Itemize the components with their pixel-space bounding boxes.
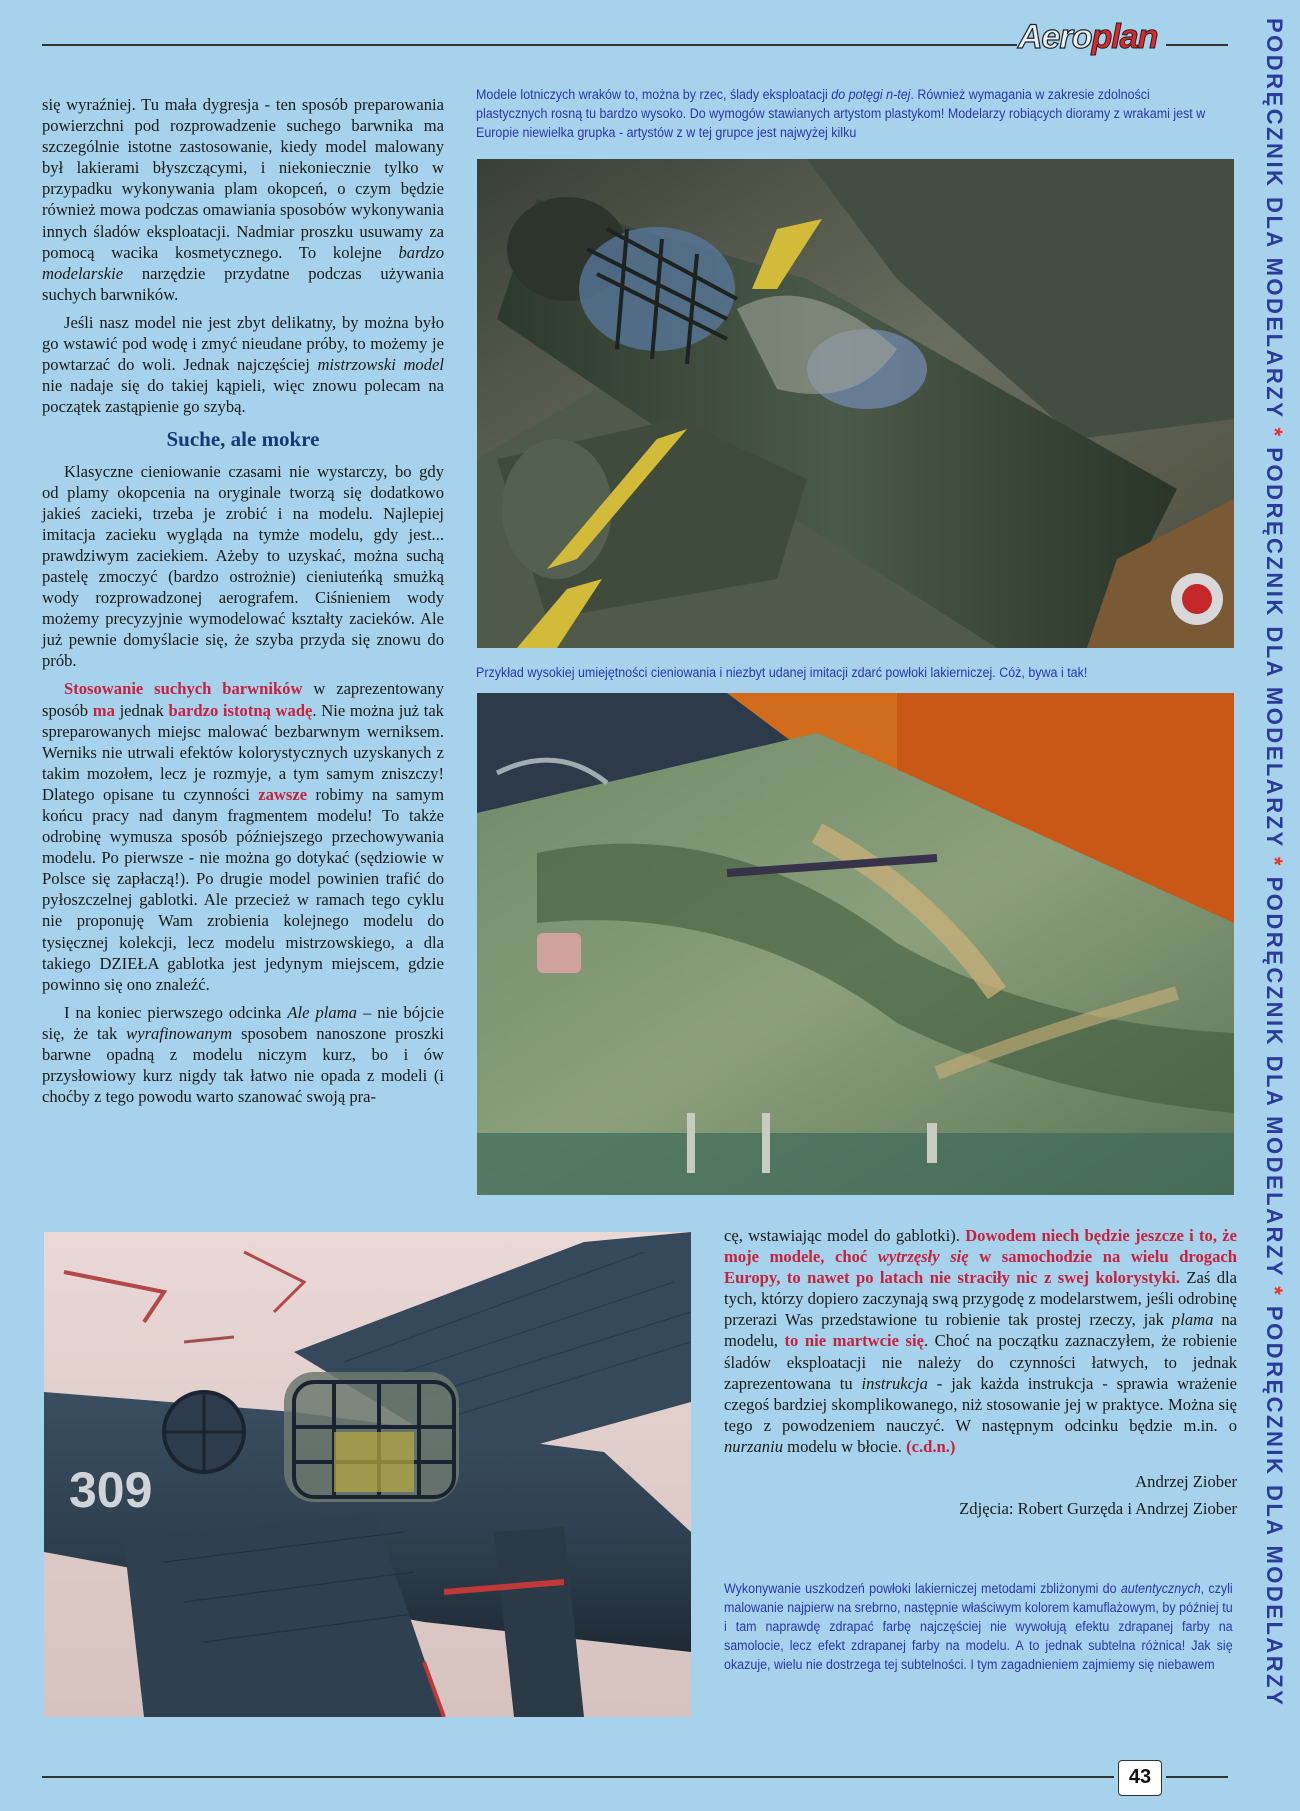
side-banner-separator: * — [1262, 848, 1287, 877]
side-banner-separator: * — [1262, 1277, 1287, 1306]
side-banner-separator: * — [1262, 419, 1287, 448]
paragraph: się wyraźniej. Tu mała dygresja - ten sposób preparowania powierzchni pod rozprowadzenie suchego barwnika ma szczególnie istotne zastosowanie, kiedy model malowany był lakierami błyszczącymi, i niekoniecznie tylko w przypadku wykonywania plam okopceń, o czym będzie również mowa podczas omawiania sposobów wykonywania innych śladów eksploatacji. Nadmiar proszku usuwamy za pomocą wacika kosmetycznego. To kolejne bardzo modelarskie narzędzie przydatne podczas używania suchych barwników. — [42, 95, 444, 304]
side-banner-text: PODRĘCZNIK DLA MODELARZY — [1262, 876, 1287, 1278]
photo-wreck-model — [477, 159, 1234, 648]
header-rule — [42, 44, 1017, 46]
footer-rule — [42, 1776, 1114, 1778]
tail-number-309: 309 — [69, 1462, 153, 1518]
side-banner — [1254, 18, 1294, 1793]
paragraph: Jeśli nasz model nie jest zbyt delikatny, by można było go wstawić pod wodę i zmyć nieudane próby, to możemy je powtarzać do woli. Jednak najczęściej mistrzowski model nie nadaje się do takiej kąpieli, więc znowu polecam na początek zastąpienie go szybą. — [42, 312, 444, 417]
footer-rule-right — [1166, 1776, 1228, 1778]
side-banner-text: PODRĘCZNIK DLA MODELARZY — [1262, 447, 1287, 849]
right-lower-column — [724, 1225, 1237, 1519]
header-rule-right — [1166, 44, 1228, 46]
page-number: 43 — [1118, 1760, 1162, 1796]
author-name: Andrzej Ziober — [1135, 1472, 1237, 1492]
left-column — [42, 94, 444, 1114]
magazine-logo: Aeroplan — [1018, 18, 1158, 56]
paragraph: Klasyczne cieniowanie czasami nie wystarczy, bo gdy od plamy okopcenia na oryginale tworzą się dodatkowo jakieś zacieki, trzeba je zrobić i na modelu. Najlepiej imitacja zacieku wygląda na tymże modelu, gdy jest... prawdziwym zaciekiem. Ażeby to uzyskać, można suchą pastelę zmoczyć (bardzo ostrożnie) cieniuteńką smużką wody rozprowadzonej aerografem. Ciśnieniem wody możemy precyzyjnie wymodelować kształty zacieków. Ale już pewnie domyślacie się, że szyba przyda się znowu do prób. — [42, 461, 444, 671]
photo-camouflage-wing — [477, 693, 1234, 1195]
side-banner-strip — [1254, 18, 1294, 1793]
photo-caption-3: Wykonywanie uszkodzeń powłoki lakierniczej metodami zbliżonymi do autentycznych, czyli malowanie najpierw na srebrno, następnie właściwym kolorem kamuflażowym, by później tu i tam naprawdę zdrapać farbę najczęściej nie wywołują efektu zdrapanej farby na samolocie, lecz efekt zdrapanej farby na modelu. A to jednak subtelna różnica! Jak się okazuje, wielu nie dostrzega tej subtelności. I tym zagadnieniem zajmiemy się niebawem — [724, 1581, 1233, 1673]
section-heading: Suche, ale mokre — [166, 427, 320, 452]
paragraph: cę, wstawiając model do gablotki). Dowodem niech będzie jeszcze i to, że moje modele, choć wytrzęsły się w samochodzie na wielu drogach Europy, to nawet po latach nie straciły nic z swej kolorystyki. Zaś dla tych, którzy dopiero zaczynają swą przygodę z modelarstwem, jeśli odrobinę przerazi Was przedstawione tu robienie tak prostej rzeczy, jak plama na modelu, to nie martwcie się. Choć na początku zaznaczyłem, że robienie śladów eksploatacji nie należy do czynności łatwych, to jednak zaprezentowana tu instrukcja - jak każda instrukcja - sprawia wrażenie czegoś bardziej skomplikowanego, niż stosowanie jej w praktyce. Można się tego z powodzeniem nauczyć. W następnym odcinku będzie m.in. o nurzaniu modelu w błocie. (c.d.n.) — [724, 1226, 1238, 1456]
side-banner-text: PODRĘCZNIK DLA MODELARZY — [1262, 18, 1287, 419]
paragraph: I na koniec pierwszego odcinka Ale plama – nie bójcie się, że tak wyrafinowanym sposobem nanoszone proszki barwne opadną z modelu niczym kurz, bo i ów przysłowiowy kurz nigdy tak łatwo nie opada z modeli (i choćby z tego powodu warto szanować swoją pra- — [42, 1002, 445, 1107]
photo-caption-1: Modele lotniczych wraków to, można by rzec, ślady eksploatacji do potęgi n-tej. Również wymagania w zakresie zdolności plastycznych rosną tu bardzo wysoko. Do wymogów stawianych artystom plastykom! Modelarzy robiących dioramy z wrakami jest w Europie niewielka grupka - artystów z w tej grupce jest najwyżej kilku — [476, 87, 1206, 141]
side-banner-text: PODRĘCZNIK DLA MODELARZY — [1262, 1305, 1287, 1708]
photo-credits: Zdjęcia: Robert Gurzęda i Andrzej Ziober — [959, 1499, 1237, 1519]
paragraph: Stosowanie suchych barwników w zaprezentowany sposób ma jednak bardzo istotną wadę. Nie można już tak spreparowanych miejsc malować bezbarwnym werniksem. Werniks nie utrwali efektów kolorystycznych uzyskanych z takim mozołem, lecz je rozmyje, a tym samym zniszczy! Dlatego opisane tu czynności zawsze robimy na samym końcu pracy nad danym fragmentem modelu! To także odrobinę wymusza sposób późniejszego przechowywania modelu. Po pierwsze - nie można go dotykać (sędziowie w Polsce się zapłaczą!). Po drugie model powinien trafić do pyłoszczelnej gablotki. Ale przecież w ramach tego cyklu nie proponuję Wam zrobienia kolejnego modelu do tysięcznej kolekcji, lecz modelu mistrzowskiego, a dla takiego DZIEŁA gablotka jest jedynym miejscem, gdzie powinno się ono znaleźć. — [42, 679, 444, 994]
photo-bomber-309 — [44, 1232, 691, 1717]
photo-caption-2: Przykład wysokiej umiejętności cieniowania i niezbyt udanej imitacji zdarć powłoki lakierniczej. Cóż, bywa i tak! — [476, 665, 1088, 681]
